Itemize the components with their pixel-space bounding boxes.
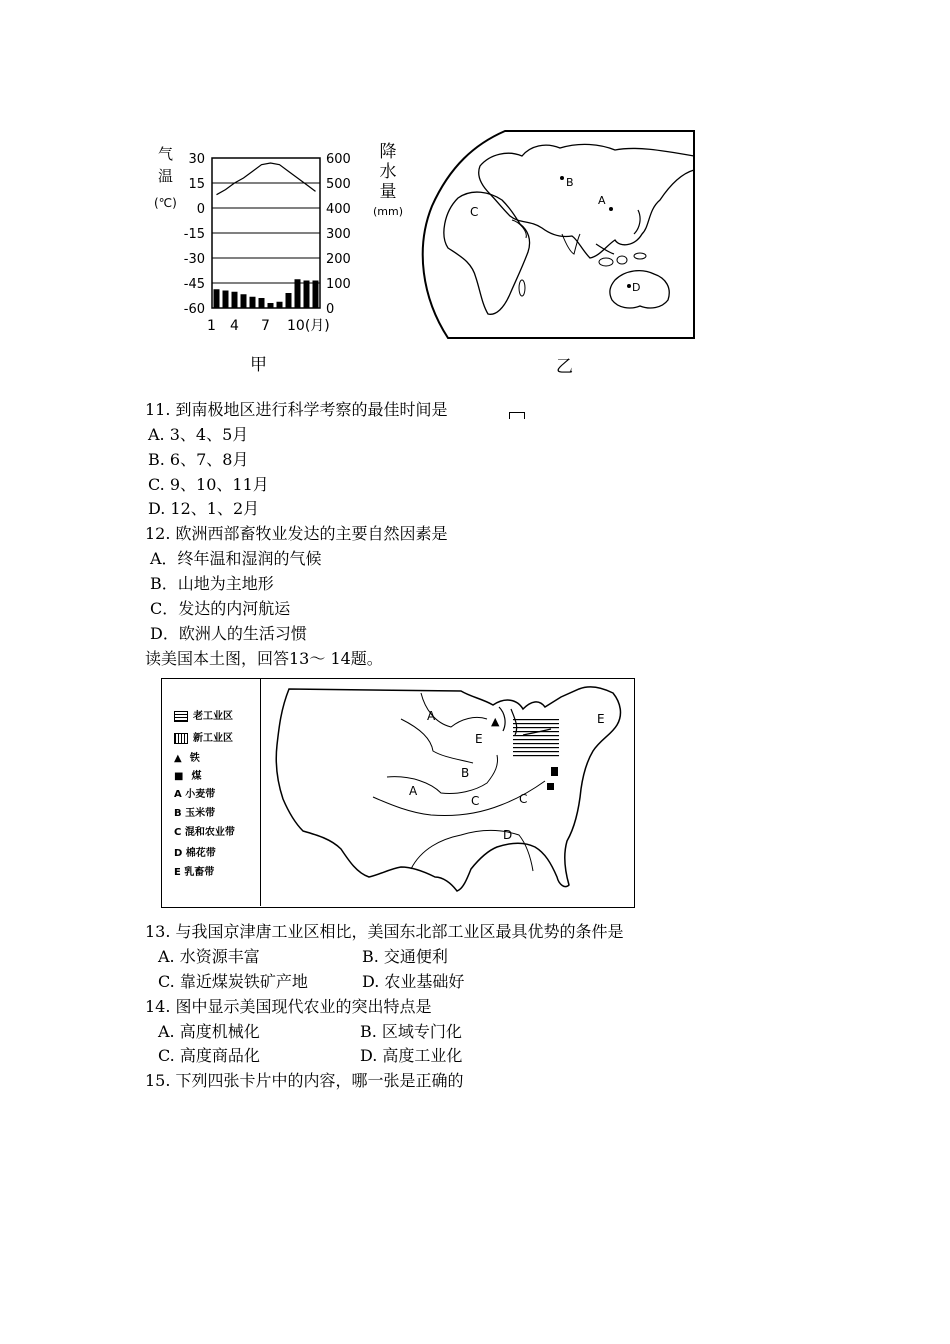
q13-option-a: A. 水资源丰富 xyxy=(158,947,260,966)
precip-bar xyxy=(277,302,283,308)
africa-outline xyxy=(444,192,530,314)
legend-coal: 煤 xyxy=(191,771,202,782)
world-map xyxy=(410,128,700,343)
precip-tick-label: 500 xyxy=(326,177,351,192)
region-c-west: C xyxy=(471,794,480,808)
figure-caption-yi: 乙 xyxy=(556,357,573,377)
map-point-d: D xyxy=(632,281,641,294)
map-point-a: A xyxy=(598,194,606,207)
map-point-b: B xyxy=(566,176,574,189)
precip-label-2: 水 xyxy=(379,162,397,182)
precip-bar xyxy=(250,297,256,308)
q13-option-b: B. 交通便利 xyxy=(362,947,448,966)
legend-dairy: E 乳畜带 xyxy=(174,867,215,878)
precip-tick-label: 0 xyxy=(326,302,335,317)
precip-bar xyxy=(214,289,220,308)
region-b: B xyxy=(461,766,470,780)
question-12: 12. 欧洲西部畜牧业发达的主要自然因素是 xyxy=(145,524,448,543)
precip-label-unit: (mm) xyxy=(372,205,403,218)
map-frame xyxy=(423,131,694,338)
region-e-west: E xyxy=(475,732,483,746)
q12-option-c: C．发达的内河航运 xyxy=(150,599,291,618)
temperature-line xyxy=(217,163,316,195)
precip-label-1: 降 xyxy=(379,142,397,162)
q14-option-b: B. 区域专门化 xyxy=(360,1022,462,1041)
precip-bar xyxy=(295,279,301,308)
precip-bar xyxy=(304,281,310,309)
map-intro: 读美国本土图，回答13～ 14题。 xyxy=(145,649,383,668)
legend-new-industry: 新工业区 xyxy=(193,733,233,744)
q12-option-d: D．欧洲人的生活习惯 xyxy=(150,624,307,643)
legend-mixed: C 混和农业带 xyxy=(174,827,235,838)
q11-option-d: D. 12、1、2月 xyxy=(148,499,260,518)
x-tick-4: 4 xyxy=(230,318,239,334)
q11-option-b: B. 6、7、8月 xyxy=(148,450,249,469)
precip-tick-label: 600 xyxy=(326,152,351,167)
legend-wheat: A 小麦带 xyxy=(174,789,216,800)
q13-option-d: D. 农业基础好 xyxy=(362,972,465,991)
temp-tick-label: 15 xyxy=(188,177,205,192)
precip-tick-label: 200 xyxy=(326,252,351,267)
question-11: 11. 到南极地区进行科学考察的最佳时间是 xyxy=(145,400,448,419)
question-14: 14. 图中显示美国现代农业的突出特点是 xyxy=(145,997,432,1016)
q11-option-c: C. 9、10、11月 xyxy=(148,475,269,494)
q13-option-c: C. 靠近煤炭铁矿产地 xyxy=(158,972,308,991)
us-map-figure xyxy=(161,678,635,908)
precip-bar xyxy=(223,291,229,309)
temp-tick-label: 0 xyxy=(196,202,205,217)
precip-tick-label: 400 xyxy=(326,202,351,217)
us-outline xyxy=(276,687,620,891)
temp-axis-label-1: 气 xyxy=(158,145,174,163)
precip-axis-label xyxy=(368,142,408,222)
region-c-east: C xyxy=(519,792,528,806)
region-d: D xyxy=(503,828,513,842)
answer-blank xyxy=(509,412,525,419)
temp-axis-label-2: 温 xyxy=(158,167,174,185)
svg-text:▲: ▲ xyxy=(491,715,500,728)
region-e-east: E xyxy=(597,712,605,726)
legend-corn: B 玉米带 xyxy=(174,808,216,819)
us-map-legend: 老工业区 新工业区 ▲ 铁 ■ 煤 A 小麦带 B 玉米带 C 混和农业带 D 棉花带 E 乳畜带 xyxy=(162,679,261,906)
precip-label-3: 量 xyxy=(379,182,397,202)
precip-tick-label: 100 xyxy=(326,277,351,292)
temp-tick-label: -45 xyxy=(183,277,205,292)
q14-option-a: A. 高度机械化 xyxy=(158,1022,260,1041)
x-tick-10: 10(月) xyxy=(287,318,330,334)
x-tick-1: 1 xyxy=(207,318,216,334)
temp-tick-label: -15 xyxy=(183,227,205,242)
legend-cotton: D 棉花带 xyxy=(174,848,216,859)
precip-bar xyxy=(313,281,319,309)
temp-axis-label-3: (℃) xyxy=(154,196,177,210)
q14-option-d: D. 高度工业化 xyxy=(360,1046,463,1065)
q12-option-a: A．终年温和湿润的气候 xyxy=(150,549,322,568)
precip-bar xyxy=(268,303,274,308)
figure-caption-jia: 甲 xyxy=(250,355,267,375)
eurasia-outline xyxy=(479,144,694,258)
map-point-c: C xyxy=(470,205,479,219)
precip-bar xyxy=(259,298,265,308)
precip-bar xyxy=(232,292,238,308)
temp-tick-label: -30 xyxy=(183,252,205,267)
legend-iron: 铁 xyxy=(189,753,200,764)
temp-tick-label: 30 xyxy=(188,152,205,167)
q14-option-c: C. 高度商品化 xyxy=(158,1046,260,1065)
temp-tick-label: -60 xyxy=(183,302,205,317)
us-map xyxy=(261,679,633,906)
world-map-figure xyxy=(410,128,700,343)
q12-option-b: B．山地为主地形 xyxy=(150,574,274,593)
precip-tick-label: 300 xyxy=(326,227,351,242)
x-tick-7: 7 xyxy=(261,318,270,334)
question-13: 13. 与我国京津唐工业区相比，美国东北部工业区最具优势的条件是 xyxy=(145,922,624,941)
precip-bar xyxy=(286,293,292,308)
precip-bar xyxy=(241,294,247,308)
q11-option-a: A. 3、4、5月 xyxy=(148,425,249,444)
legend-old-industry: 老工业区 xyxy=(193,711,233,722)
region-a-north: A xyxy=(427,709,436,723)
region-a-south: A xyxy=(409,784,418,798)
question-15: 15. 下列四张卡片中的内容，哪一张是正确的 xyxy=(145,1071,464,1090)
